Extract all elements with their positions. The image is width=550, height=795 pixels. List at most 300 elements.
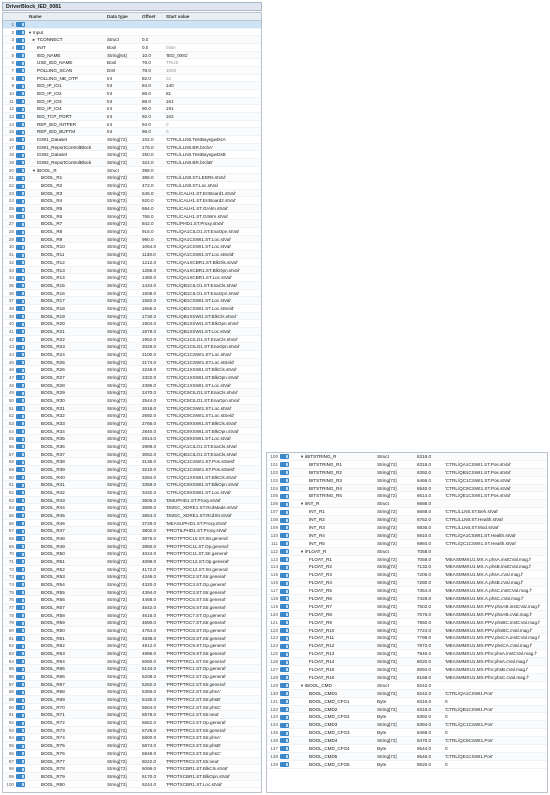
data-type[interactable]: String[72] <box>107 689 127 695</box>
table-row[interactable] <box>3 412 261 420</box>
data-type[interactable]: String[72] <box>107 367 127 373</box>
table-row[interactable] <box>267 587 547 595</box>
tag-name[interactable]: BOOL_R13 <box>41 267 65 273</box>
start-value[interactable]: 'PROTPTRC2.ST.Str.general' <box>166 681 226 687</box>
tag-name[interactable]: REP_IED_INTPER <box>37 121 77 127</box>
start-value[interactable]: 'PROTPTRC3.ST.Str.phsB' <box>166 743 221 749</box>
tag-name[interactable]: BOOL_R72 <box>41 720 65 726</box>
start-value[interactable]: 'CTRL/QC1XSWI1.ST.Loc.stVal' <box>166 382 232 388</box>
start-value[interactable]: 'CTRL/QA1CSWI1.ST.Loc.stVal' <box>166 236 232 242</box>
table-row[interactable] <box>267 492 547 500</box>
table-row[interactable] <box>3 765 261 773</box>
table-row[interactable] <box>3 573 261 581</box>
data-type[interactable]: Byte <box>377 730 387 736</box>
table-row[interactable] <box>3 82 261 90</box>
table-row[interactable] <box>3 243 261 251</box>
table-row[interactable] <box>3 113 261 121</box>
table-row[interactable] <box>267 508 547 516</box>
table-row[interactable] <box>3 742 261 750</box>
tag-name[interactable]: BOOL_R66 <box>41 674 65 680</box>
start-value[interactable]: 'PROTPTOC9.ST.Str.general' <box>166 651 226 657</box>
data-type[interactable]: String[72] <box>377 493 397 499</box>
data-type[interactable]: String[72] <box>377 667 397 673</box>
tag-name[interactable]: BOOL_R67 <box>41 681 65 687</box>
start-value[interactable]: 'CTRL/QC1CSWI1.ST.Loc.stSeld' <box>166 359 235 365</box>
table-row[interactable] <box>3 174 261 182</box>
tag-name[interactable]: BOOL_R10 <box>41 244 65 250</box>
start-value[interactable]: 'MEASMMXU1.MX.A.phsB.instCVal.mag.f' <box>445 564 532 570</box>
start-value[interactable]: 'CTRL/CALH1.ST.GrWrn.stVal' <box>166 213 229 219</box>
data-type[interactable]: String[72] <box>107 229 127 235</box>
tag-name[interactable]: BOOL_R69 <box>41 697 65 703</box>
table-row[interactable] <box>3 612 261 620</box>
table-row[interactable] <box>267 721 547 729</box>
data-type[interactable]: String[72] <box>107 712 127 718</box>
start-value[interactable]: 'CTRL/QC1XSWI1.ST.BlkOpn.stVal' <box>166 374 239 380</box>
tag-name[interactable]: BOOL_CMD_CFG5 <box>309 761 350 767</box>
start-value[interactable]: 'CTRL/QE1CSWI1.ST.Pos.stVal' <box>445 493 511 499</box>
table-row[interactable] <box>267 516 547 524</box>
start-value[interactable]: 'MEASMMXU1.MX.A.phsC.instCVal.mag.f' <box>445 588 532 594</box>
table-row[interactable] <box>3 704 261 712</box>
data-type[interactable]: String[72] <box>107 144 127 150</box>
start-value[interactable]: 'CTRL/QB1CSWI1.Pos' <box>445 706 493 712</box>
tag-name[interactable]: IED_IP_IO4 <box>37 106 62 112</box>
start-value[interactable]: TRUE <box>166 60 179 66</box>
table-row[interactable] <box>3 374 261 382</box>
start-value[interactable]: 'PROTPTOC8.ST.Str.general' <box>166 635 226 641</box>
table-row[interactable] <box>267 524 547 532</box>
tag-name[interactable]: BOOL_R77 <box>41 758 65 764</box>
data-type[interactable]: String[72] <box>107 221 127 227</box>
tag-name[interactable]: BITSTRING_R4 <box>309 485 342 491</box>
start-value[interactable]: 'PROTXCBR1.ST.Loc.stVal' <box>166 781 223 787</box>
tag-name[interactable]: IGW1_ReportControlBlock <box>37 144 92 150</box>
data-type[interactable]: String[72] <box>107 236 127 242</box>
start-value[interactable]: 'CTRL/QC9XSWI1.ST.Loc.stVal' <box>166 436 232 442</box>
start-value[interactable]: 'DMSC_XDRE1.ST.RcdMade.stVal' <box>166 505 238 511</box>
table-row[interactable] <box>3 305 261 313</box>
data-type[interactable]: Bool <box>107 60 117 66</box>
start-value[interactable]: 'MEASMMXU1.MX.PhV.phsA.cVal.mag.f' <box>445 659 529 665</box>
tag-name[interactable]: BOOL_R41 <box>41 482 65 488</box>
table-row[interactable] <box>3 581 261 589</box>
table-row[interactable] <box>3 320 261 328</box>
table-row[interactable] <box>3 205 261 213</box>
tag-name[interactable]: IGW2_ReportControlBlock <box>37 160 92 166</box>
table-row[interactable] <box>3 236 261 244</box>
start-value[interactable]: 'PROTPTOC9.ST.Op.general' <box>166 643 227 649</box>
data-type[interactable]: String[72] <box>377 525 397 531</box>
tag-name[interactable]: BOOL_R39 <box>41 466 65 472</box>
data-type[interactable]: Struct <box>377 501 389 507</box>
data-type[interactable]: String[72] <box>107 704 127 710</box>
table-row[interactable] <box>3 781 261 789</box>
table-row[interactable] <box>3 435 261 443</box>
data-type[interactable]: String[72] <box>107 198 127 204</box>
data-type[interactable]: String[72] <box>107 620 127 626</box>
table-row[interactable] <box>267 627 547 635</box>
tag-name[interactable]: BOOL_R5 <box>41 206 63 212</box>
tag-name[interactable]: BOOL_R54 <box>41 582 65 588</box>
start-value[interactable]: 'CTRL/QC9XSWI1.ST.Loc.stVal' <box>166 489 232 495</box>
table-row[interactable] <box>3 642 261 650</box>
start-value[interactable]: 'MEASMMXU1.MX.A.phsA.cVal.mag.f' <box>445 572 524 578</box>
tag-name[interactable]: BOOL_CMD_CFG2 <box>309 714 350 720</box>
tag-name[interactable]: BOOL_R11 <box>41 252 65 258</box>
table-row[interactable] <box>3 635 261 643</box>
start-value[interactable]: 'CTRL/QA1XCBR1.ST.BlkOpn.stVal' <box>166 267 240 273</box>
table-row[interactable] <box>3 251 261 259</box>
start-value[interactable]: 'PROTPTRC3.ST.Str.phsA' <box>166 735 221 741</box>
data-type[interactable]: Int <box>107 75 113 81</box>
table-row[interactable] <box>3 543 261 551</box>
data-type[interactable]: String[72] <box>107 773 127 779</box>
start-value[interactable]: 'PROTPTOC2.ST.Str.general' <box>166 574 226 580</box>
table-row[interactable] <box>3 466 261 474</box>
data-type[interactable]: String[72] <box>377 619 397 625</box>
data-type[interactable]: Int <box>107 106 113 112</box>
data-type[interactable]: Int <box>107 114 113 120</box>
data-type[interactable]: String[72] <box>377 485 397 491</box>
tag-name[interactable]: BOOL_R52 <box>41 566 65 572</box>
data-type[interactable]: Struct <box>107 37 119 43</box>
start-value[interactable]: 'PROTPTOC3.ST.Str.general' <box>166 589 226 595</box>
data-type[interactable]: String[72] <box>107 674 127 680</box>
table-row[interactable] <box>3 658 261 666</box>
table-row[interactable] <box>267 650 547 658</box>
start-value[interactable]: 'MEASMMXU1.MX.PPV.phsBC.cVal.mag.f' <box>445 627 533 633</box>
tag-name[interactable]: BOOL_R80 <box>41 781 65 787</box>
data-type[interactable]: String[72] <box>107 559 127 565</box>
table-row[interactable] <box>3 627 261 635</box>
tag-name[interactable]: BOOL_R46 <box>41 520 65 526</box>
start-value[interactable]: 'PROTPTOC10.ST.Str.general' <box>166 536 229 542</box>
table-row[interactable] <box>3 59 261 67</box>
tag-name[interactable]: BOOL_R40 <box>41 474 65 480</box>
start-value[interactable]: 'PROTPTOC12.ST.Str.general' <box>166 566 229 572</box>
tag-name[interactable]: FLOAT_R4 <box>309 580 332 586</box>
table-row[interactable] <box>267 658 547 666</box>
data-type[interactable]: String[72] <box>377 603 397 609</box>
table-row[interactable] <box>3 151 261 159</box>
data-type[interactable]: DInt <box>107 68 116 74</box>
data-type[interactable]: String[72] <box>107 244 127 250</box>
tag-name[interactable]: BOOL_R21 <box>41 328 65 334</box>
start-value[interactable]: 'PROTPTRC3.ST.Op.general' <box>166 720 227 726</box>
table-row[interactable] <box>3 558 261 566</box>
table-row[interactable] <box>3 220 261 228</box>
start-value[interactable]: 'CTRL/LLN0.ST.Mod.stVal' <box>445 525 500 531</box>
table-row[interactable] <box>3 673 261 681</box>
start-value[interactable]: 'CTRL/QC9CSWI1.ST.Pos.stVal' <box>445 485 511 491</box>
start-value[interactable]: 'PROTPTOC11.ST.Op.general' <box>166 543 229 549</box>
data-type[interactable]: String[72] <box>107 413 127 419</box>
start-value[interactable]: 'CTRL/LLN0.ST.Beh.stVal' <box>445 509 499 515</box>
tag-name[interactable]: FLOAT_R13 <box>309 651 335 657</box>
tag-name[interactable]: POLLING_NB_OTP <box>37 75 78 81</box>
data-type[interactable]: String[72] <box>107 459 127 465</box>
table-row[interactable] <box>3 619 261 627</box>
tag-name[interactable]: BOOL_R60 <box>41 628 65 634</box>
tag-name[interactable]: BOOL_R50 <box>41 551 65 557</box>
tag-name[interactable]: BOOL_R35 <box>41 436 65 442</box>
start-value[interactable]: 0 <box>445 730 448 736</box>
start-value[interactable]: 'CTRL/QB1XSWI1.ST.Loc.stVal' <box>166 328 231 334</box>
start-value[interactable]: 'CTRL/QB1CSWI1.ST.Loc.stVal' <box>166 298 232 304</box>
start-value[interactable]: 'PROTPTRC3.ST.Str.phsC' <box>166 750 222 756</box>
data-type[interactable]: Byte <box>377 714 387 720</box>
table-row[interactable] <box>267 682 547 690</box>
start-value[interactable]: 'MEASMMXU1.MX.PhV.phsA.instCVal.mag.f' <box>445 651 537 657</box>
start-value[interactable]: 191 <box>166 106 174 112</box>
tag-name[interactable]: BITSTRING_R5 <box>309 493 342 499</box>
table-row[interactable] <box>267 461 547 469</box>
start-value[interactable]: 'CTRL/QC9XSWI1.ST.BlkOpn.stVal' <box>166 428 239 434</box>
data-type[interactable]: String[72] <box>107 781 127 787</box>
tag-name[interactable]: IGW1_Dataset <box>37 137 68 143</box>
data-type[interactable]: String[72] <box>107 658 127 664</box>
data-type[interactable]: String[72] <box>377 627 397 633</box>
start-value[interactable]: 161 <box>166 98 174 104</box>
tag-name[interactable]: BOOL_R28 <box>41 382 65 388</box>
start-value[interactable]: 'CTRL/QB1CILO1.ST.EnaCls.stVal' <box>166 451 238 457</box>
data-type[interactable]: String[72] <box>107 750 127 756</box>
expand-toggle-icon[interactable]: ▼ <box>300 501 304 507</box>
start-value[interactable]: 'MEASMMXU1.MX.PhV.phsC.cVal.mag.f' <box>445 674 529 680</box>
start-value[interactable]: 'CTRL/QC1CSWI1.Pos' <box>445 722 494 728</box>
expand-toggle-icon[interactable]: ▼ <box>32 167 36 173</box>
table-row[interactable] <box>3 665 261 673</box>
table-row[interactable] <box>3 443 261 451</box>
tag-name[interactable]: BOOL_R61 <box>41 635 65 641</box>
data-type[interactable]: String[72] <box>107 183 127 189</box>
tag-name[interactable]: INT_R5 <box>309 540 325 546</box>
start-value[interactable]: 'PROTPTRC3.ST.Str.general' <box>166 727 226 733</box>
table-row[interactable] <box>267 579 547 587</box>
table-row[interactable] <box>3 328 261 336</box>
tag-name[interactable]: BOOL_R34 <box>41 428 65 434</box>
table-row[interactable] <box>267 713 547 721</box>
start-value[interactable]: 0 <box>445 761 448 767</box>
tag-name[interactable]: BOOL_R18 <box>41 305 65 311</box>
data-type[interactable]: String[72] <box>107 605 127 611</box>
tag-name[interactable]: BOOL_R1 <box>41 175 63 181</box>
table-row[interactable] <box>3 458 261 466</box>
start-value[interactable]: 'MEASMMXU1.MX.PhV.phsB.cVal.mag.f' <box>445 667 529 673</box>
data-type[interactable]: String[72] <box>107 282 127 288</box>
table-row[interactable] <box>267 477 547 485</box>
table-row[interactable] <box>267 642 547 650</box>
start-value[interactable]: 'CTRL/LLN0.BR.brcbA' <box>166 144 213 150</box>
tag-name[interactable]: BOOL_R49 <box>41 543 65 549</box>
tag-name[interactable]: BOOL_R78 <box>41 766 65 772</box>
tag-name[interactable]: BOOL_CMD2 <box>309 706 338 712</box>
start-value[interactable]: 'PROTPTOC7.ST.Op.general' <box>166 612 227 618</box>
data-type[interactable]: String[72] <box>107 259 127 265</box>
data-type[interactable]: Struct <box>377 454 389 459</box>
start-value[interactable]: 'CTRL/QA1CSWI1.ST.Loc.stVal' <box>166 244 232 250</box>
start-value[interactable]: 'CTRL/QC9CILO1.ST.EnaOpn.stVal' <box>166 397 240 403</box>
data-type[interactable]: String[72] <box>377 611 397 617</box>
data-type[interactable]: String[72] <box>107 489 127 495</box>
start-value[interactable]: 'PROTPTOC11.ST.Str.general' <box>166 551 229 557</box>
table-row[interactable] <box>3 282 261 290</box>
start-value[interactable]: 'CTRL/QC1CSWI1.ST.Loc.stVal' <box>166 351 232 357</box>
table-row[interactable] <box>3 359 261 367</box>
data-type[interactable]: String[72] <box>377 659 397 665</box>
tag-name[interactable]: BOOL_R56 <box>41 597 65 603</box>
tag-name[interactable]: iBOOL_R <box>37 167 57 173</box>
table-row[interactable] <box>3 29 261 37</box>
start-value[interactable]: 'MEASMMXU1.MX.A.phsB.cVal.mag.f' <box>445 580 524 586</box>
data-type[interactable]: String[72] <box>377 738 397 744</box>
start-value[interactable]: 'PROTPTRC3.ST.Str.neut' <box>166 758 220 764</box>
expand-toggle-icon[interactable]: ▼ <box>300 548 304 554</box>
table-row[interactable] <box>3 773 261 781</box>
data-type[interactable]: Struct <box>107 167 119 173</box>
tag-name[interactable]: BOOL_R24 <box>41 351 65 357</box>
table-row[interactable] <box>3 313 261 321</box>
data-type[interactable]: Struct <box>377 548 389 554</box>
start-value[interactable]: 'CTRL/QA1CSWI1.ST.Loc.stSeld' <box>166 252 235 258</box>
table-row[interactable] <box>267 619 547 627</box>
table-row[interactable] <box>3 727 261 735</box>
table-row[interactable] <box>3 688 261 696</box>
start-value[interactable]: 0 <box>166 129 169 135</box>
start-value[interactable]: 'CTRL/LLN0.ST.Loc.stVal' <box>166 183 219 189</box>
table-row[interactable] <box>267 500 547 508</box>
start-value[interactable]: 'PROTPTOC3.ST.Op.general' <box>166 582 227 588</box>
tag-name[interactable]: REP_IED_BUFTM <box>37 129 76 135</box>
tag-name[interactable]: BOOL_R42 <box>41 489 65 495</box>
data-type[interactable]: Byte <box>377 761 387 767</box>
start-value[interactable]: 'PROTPTRC2.ST.Op.general' <box>166 674 227 680</box>
expand-toggle-icon[interactable]: ▼ <box>300 682 304 688</box>
data-type[interactable]: String[72] <box>107 443 127 449</box>
tag-name[interactable]: iINT_R <box>305 501 320 507</box>
data-type[interactable]: String[72] <box>377 635 397 641</box>
tag-name[interactable]: BOOL_CMD_CFG3 <box>309 730 350 736</box>
start-value[interactable]: 'CTRL/QA1XCBR1.ST.Loc.stVal' <box>166 275 233 281</box>
data-type[interactable]: Int <box>107 83 113 89</box>
data-type[interactable]: String[72] <box>107 275 127 281</box>
tag-name[interactable]: BOOL_R7 <box>41 221 63 227</box>
start-value[interactable]: 'CTRL/QB1XSWI1.ST.BlkCls.stVal' <box>166 313 237 319</box>
tag-name[interactable]: BOOL_R75 <box>41 743 65 749</box>
table-row[interactable] <box>3 297 261 305</box>
data-type[interactable]: String[72] <box>377 722 397 728</box>
tag-name[interactable]: BOOL_R9 <box>41 236 63 242</box>
tag-name[interactable]: iBOOL_CMD <box>305 682 332 688</box>
table-row[interactable] <box>3 382 261 390</box>
start-value[interactable]: 'MEASUPHD1.ST.Proxy.stVal' <box>166 520 227 526</box>
table-row[interactable] <box>3 604 261 612</box>
tag-name[interactable]: BOOL_R63 <box>41 651 65 657</box>
data-type[interactable]: String[72] <box>107 666 127 672</box>
table-row[interactable] <box>3 489 261 497</box>
tag-name[interactable]: BOOL_R70 <box>41 704 65 710</box>
data-type[interactable]: String[72] <box>107 336 127 342</box>
tag-name[interactable]: INT_R2 <box>309 517 325 523</box>
start-value[interactable]: false <box>166 45 176 51</box>
tag-name[interactable]: FLOAT_R3 <box>309 572 332 578</box>
start-value[interactable]: 'DMUPHD1.ST.Proxy.stVal' <box>166 497 221 503</box>
tag-name[interactable]: BOOL_R58 <box>41 612 65 618</box>
table-row[interactable] <box>267 753 547 761</box>
table-row[interactable] <box>267 674 547 682</box>
table-row[interactable] <box>3 136 261 144</box>
data-type[interactable]: String[72] <box>107 597 127 603</box>
data-type[interactable]: String[72] <box>107 727 127 733</box>
table-row[interactable] <box>3 520 261 528</box>
tag-name[interactable]: FLOAT_R7 <box>309 603 332 609</box>
table-row[interactable] <box>3 566 261 574</box>
data-type[interactable]: String[72] <box>377 556 397 562</box>
tag-name[interactable]: POLLING_SCAN <box>37 68 73 74</box>
start-value[interactable]: 'CTRL/QC9CILO1.ST.EnaCls.stVal' <box>166 390 238 396</box>
tag-name[interactable]: FLOAT_R12 <box>309 643 335 649</box>
data-type[interactable]: String[72] <box>107 766 127 772</box>
tag-name[interactable]: BOOL_CMD1 <box>309 690 338 696</box>
tag-name[interactable]: BOOL_R22 <box>41 336 65 342</box>
start-value[interactable]: 'CTRL/QA1CSWI1.Pos' <box>445 690 493 696</box>
start-value[interactable]: 0 <box>445 698 448 704</box>
table-row[interactable] <box>267 698 547 706</box>
tag-name[interactable]: BOOL_R55 <box>41 589 65 595</box>
tag-name[interactable]: BOOL_R36 <box>41 443 65 449</box>
data-type[interactable]: String[72] <box>377 651 397 657</box>
data-type[interactable]: String[72] <box>107 574 127 580</box>
table-row[interactable] <box>3 190 261 198</box>
tag-name[interactable]: BOOL_R25 <box>41 359 65 365</box>
start-value[interactable]: 'MEASMMXU1.MX.PPV.phsBC.instCVal.mag.f' <box>445 619 541 625</box>
data-type[interactable]: Int <box>107 129 113 135</box>
start-value[interactable]: 'CTRL/LLN0.BR.brcbB' <box>166 160 213 166</box>
table-row[interactable] <box>3 128 261 136</box>
table-row[interactable] <box>267 453 547 461</box>
start-value[interactable]: 'CTRL/QC1XSWI1.ST.BlkCls.stVal' <box>166 367 237 373</box>
start-value[interactable]: 0 <box>166 121 169 127</box>
table-row[interactable] <box>3 750 261 758</box>
table-row[interactable] <box>3 389 261 397</box>
tag-name[interactable]: INT_R4 <box>309 532 325 538</box>
table-row[interactable] <box>3 527 261 535</box>
table-row[interactable] <box>3 228 261 236</box>
tag-name[interactable]: BOOL_R32 <box>41 413 65 419</box>
data-type[interactable]: String[72] <box>377 564 397 570</box>
data-type[interactable]: String[64] <box>107 52 127 58</box>
table-row[interactable] <box>3 481 261 489</box>
data-type[interactable]: String[72] <box>107 397 127 403</box>
tag-name[interactable]: FLOAT_R8 <box>309 611 332 617</box>
data-type[interactable]: String[72] <box>107 328 127 334</box>
tag-name[interactable]: BOOL_R71 <box>41 712 65 718</box>
data-type[interactable]: String[72] <box>107 505 127 511</box>
data-type[interactable]: String[72] <box>377 643 397 649</box>
tag-name[interactable]: BOOL_R4 <box>41 198 63 204</box>
start-value[interactable]: 102 <box>166 114 174 120</box>
table-row[interactable] <box>3 21 261 29</box>
start-value[interactable]: 'PROTPTOC12.ST.Op.general' <box>166 559 229 565</box>
start-value[interactable]: 'CTRL/QB1CILO1.ST.EnaCls.stVal' <box>166 282 238 288</box>
start-value[interactable]: 'CTRL/QE1CSWI1.Pos' <box>445 753 493 759</box>
data-type[interactable]: String[72] <box>107 175 127 181</box>
tag-name[interactable]: BOOL_R8 <box>41 229 63 235</box>
tag-name[interactable]: BOOL_R30 <box>41 397 65 403</box>
table-row[interactable] <box>3 550 261 558</box>
tag-name[interactable]: BOOL_CMD4 <box>309 738 338 744</box>
